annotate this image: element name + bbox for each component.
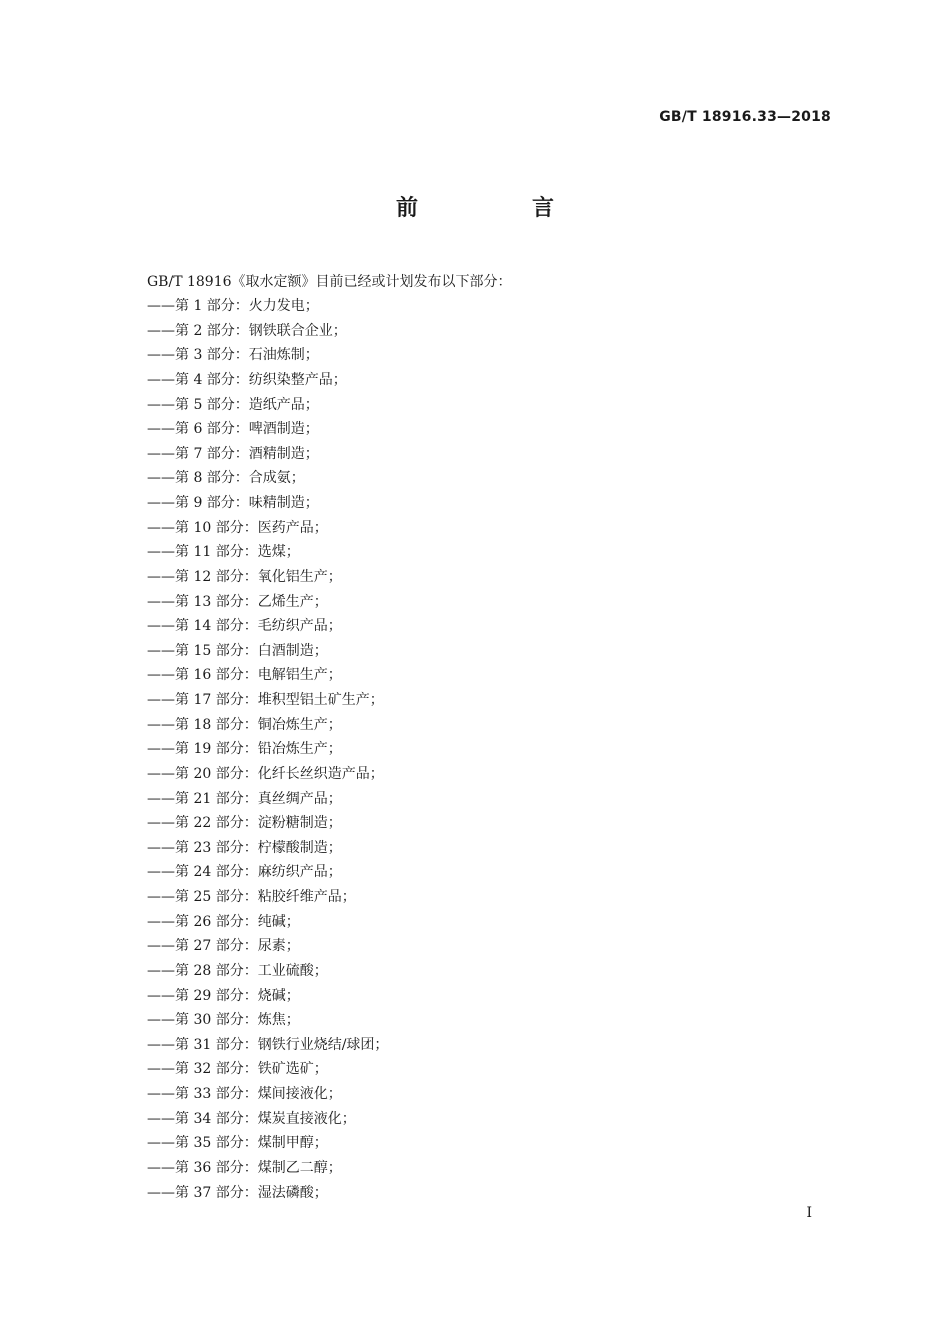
list-item: ——第 17 部分：堆积型铝土矿生产；: [147, 692, 384, 708]
parts-list: [147, 294, 388, 1205]
list-item: ——第 34 部分：煤炭直接液化；: [147, 1110, 356, 1127]
list-item: ——第 32 部分：铁矿选矿；: [147, 1061, 328, 1078]
list-item: ——第 36 部分：煤制乙二醇；: [147, 1159, 342, 1176]
list-item: ——第 26 部分：纯碱；: [147, 913, 300, 930]
page-number: I: [806, 1205, 812, 1221]
list-item: ——第 4 部分：纺织染整产品；: [147, 371, 347, 388]
list-item: ——第 13 部分：乙烯生产；: [147, 593, 328, 610]
list-item: ——第 7 部分：酒精制造；: [147, 445, 319, 462]
list-item: ——第 16 部分：电解铝生产；: [147, 667, 342, 684]
list-item: ——第 25 部分：粘胶纤维产品；: [147, 889, 356, 905]
list-item: ——第 5 部分：造纸产品；: [147, 396, 319, 413]
list-item: ——第 2 部分：钢铁联合企业；: [147, 322, 347, 339]
list-item: ——第 19 部分：铅冶炼生产；: [147, 741, 342, 758]
list-item: ——第 15 部分：白酒制造；: [147, 642, 328, 659]
list-item: ——第 22 部分：淀粉糖制造；: [147, 815, 342, 832]
list-item: ——第 33 部分：煤间接液化；: [147, 1086, 342, 1102]
list-item: ——第 6 部分：啤酒制造；: [147, 421, 319, 438]
list-item: ——第 24 部分：麻纺织产品；: [147, 864, 342, 881]
list-item: ——第 18 部分：铜冶炼生产；: [147, 716, 342, 733]
page-title: 前 言: [395, 196, 600, 221]
list-item: ——第 21 部分：真丝绸产品；: [147, 790, 342, 807]
list-item: ——第 11 部分：选煤；: [147, 544, 300, 561]
list-item: ——第 27 部分：尿素；: [147, 938, 300, 955]
list-item: ——第 35 部分：煤制甲醇；: [147, 1135, 328, 1152]
intro-paragraph: GB/T 18916《取水定额》目前已经或计划发布以下部分：: [147, 274, 512, 290]
list-item: ——第 8 部分：合成氨；: [147, 470, 305, 487]
document-code: GB/T 18916.33—2018: [659, 109, 831, 125]
list-item: ——第 14 部分：毛纺织产品；: [147, 618, 342, 635]
list-item: ——第 1 部分：火力发电；: [147, 298, 319, 314]
list-item: ——第 3 部分：石油炼制；: [147, 347, 319, 364]
list-item: ——第 37 部分：湿法磷酸；: [147, 1184, 328, 1201]
list-item: ——第 12 部分：氧化铝生产；: [147, 568, 342, 585]
list-item: ——第 20 部分：化纤长丝织造产品；: [147, 765, 384, 782]
list-item: ——第 23 部分：柠檬酸制造；: [147, 839, 342, 856]
list-item: ——第 29 部分：烧碱；: [147, 987, 300, 1004]
list-item: ——第 28 部分：工业硫酸；: [147, 962, 328, 979]
list-item: ——第 30 部分：炼焦；: [147, 1012, 300, 1029]
list-item: ——第 9 部分：味精制造；: [147, 495, 319, 511]
list-item: ——第 31 部分：钢铁行业烧结/球团；: [147, 1036, 389, 1053]
list-item: ——第 10 部分：医药产品；: [147, 519, 328, 536]
